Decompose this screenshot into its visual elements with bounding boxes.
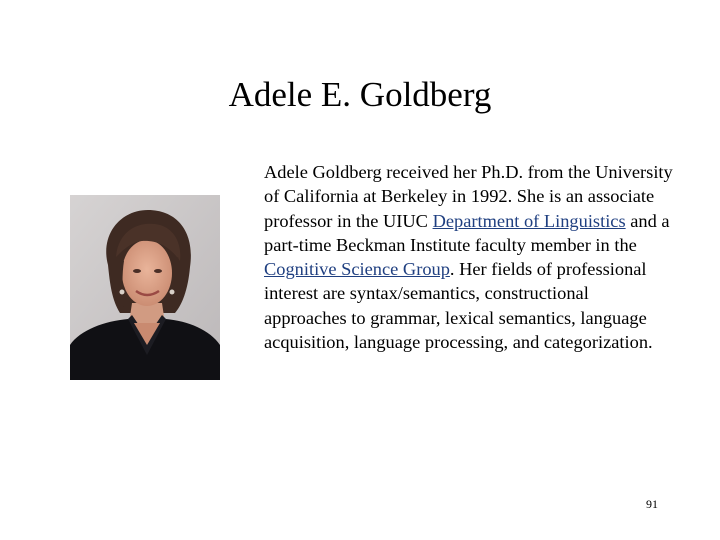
bio-text-1: Adele Goldberg received her Ph.D. from the University of California at Berkeley in 1992. She is an associate professor in the UIUC <box>264 162 673 231</box>
cognitive-science-group-link[interactable]: Cognitive Science Group <box>264 259 450 280</box>
portrait-photo <box>70 195 220 380</box>
page-number: 91 <box>646 497 658 511</box>
slide-title: Adele E. Goldberg <box>228 75 492 114</box>
bio-paragraph <box>264 160 674 354</box>
department-of-linguistics-link[interactable]: Department of Linguistics <box>432 210 626 231</box>
bio-text-2: and a part-time Beckman Institute faculty member in the <box>264 210 670 255</box>
bio-text-3: . Her fields of professional interest are syntax/semantics, constructional approaches to grammar, lexical semantics, language acquisition, language processing, and categorization. <box>264 259 653 353</box>
